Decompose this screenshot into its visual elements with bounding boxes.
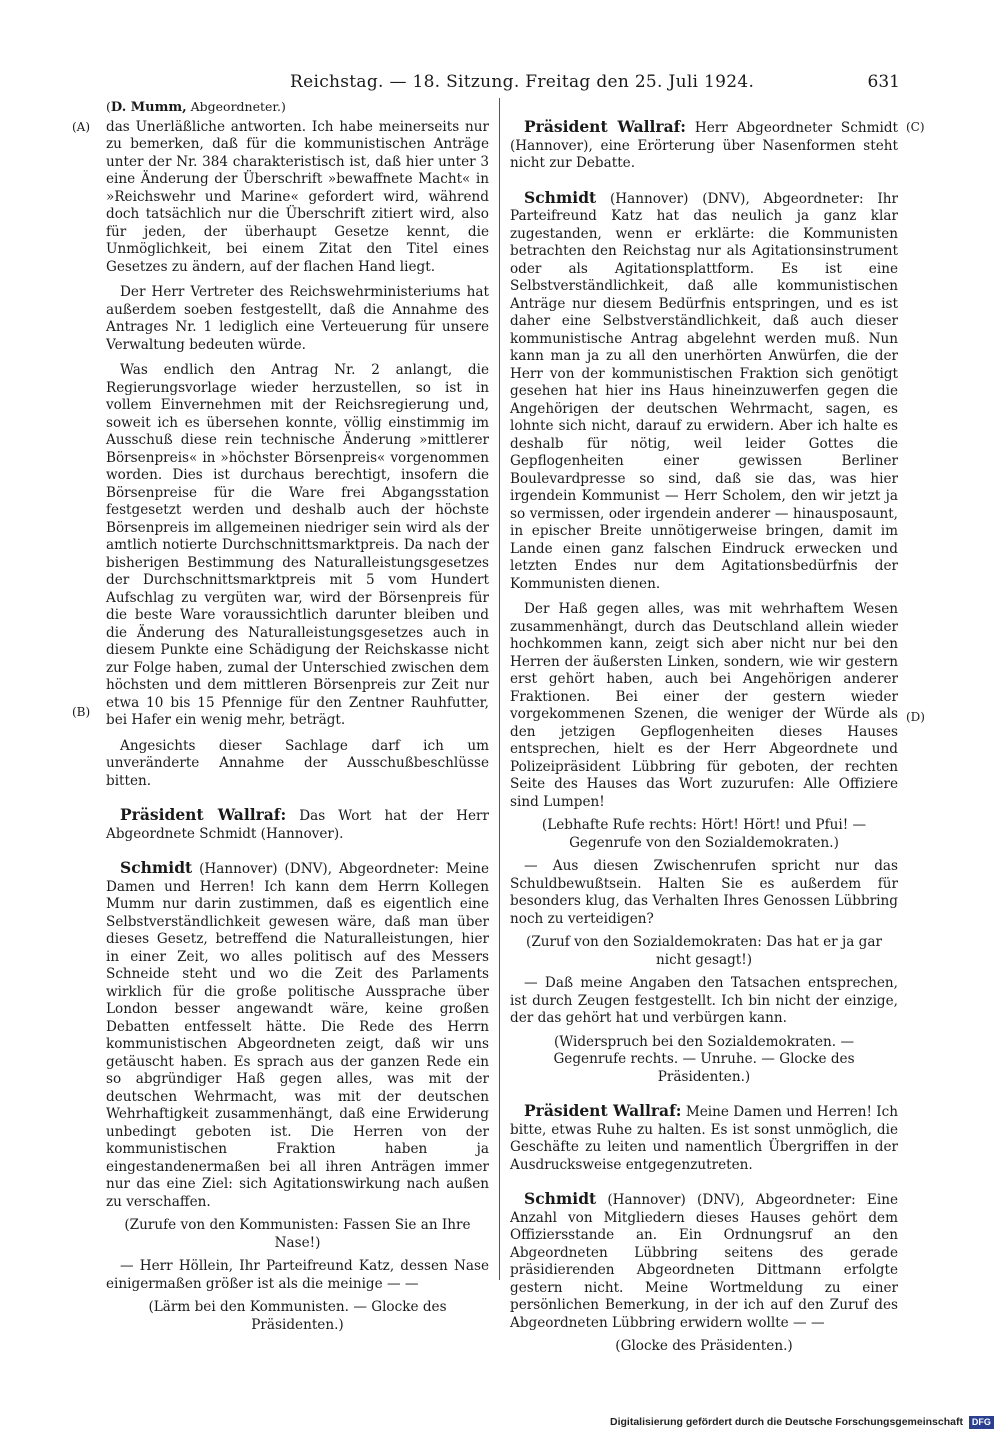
credit-text: Digitalisierung gefördert durch die Deutsche Forschungsgemeinschaft [610,1416,963,1428]
speech [510,1102,898,1174]
running-head-name: D. Mumm, [110,100,187,115]
speech-text: Das Wort hat der Herr Abgeordnete Schmidt (Hannover). [106,808,490,842]
margin-marker-a: (A) [72,120,91,134]
interjection: (Lebhafte Rufe rechts: Hört! Hört! und Pfui! — Gegenrufe von den Sozialdemokraten.) [541,817,867,851]
margin-marker-b: (B) [72,705,91,719]
interjection: (Glocke des Präsidenten.) [615,1338,793,1354]
speaker-name: Präsident Wallraf: [524,1101,682,1120]
speaker-name: Schmidt [120,858,193,877]
left-column [106,98,489,1340]
margin-marker-d: (D) [906,710,925,724]
speech-text: Herr Abgeordneter Schmidt (Hannover), eine Erörterung über Nasenformen steht nicht zur Debatte. [510,120,899,171]
running-title: Reichstag. — 18. Sitzung. Freitag den 25. Juli 1924. [290,72,755,92]
interjection: (Widerspruch bei den Sozialdemokraten. — Gegenrufe rechts. — Unruhe. — Glocke des Präsidenten.) [553,1033,855,1085]
page-header [100,72,900,96]
paragraph: Der Herr Vertreter des Reichswehrministeriums hat außerdem soeben festgestellt, daß die Annahme des Antrages Nr. 1 lediglich eine Verteuerung für unsere Verwaltung bedeuten würde. [106,284,489,353]
column-divider [499,98,500,1280]
paragraph: — Herr Höllein, Ihr Parteifreund Katz, dessen Nase einigermaßen größer ist als die meinige — — [106,1258,489,1292]
speech-text: (Hannover) (DNV), Abgeordneter: Ihr Parteifreund Katz hat das neulich ja ganz klar zugestanden, wenn er erklärte: die Kommunisten betrachten den Reichstag nur als Agitationsinstrument oder als Agitationsplattform. Es ist eine Selbstverständlichkeit, daß alle kommunistischen Anträge nur diesem Bedürfnis entspringen, und es ist daher eine Selbstverständlichkeit, daß auch dieser kommunistische Antrag abgelehnt werden muß. Nun kann man ja zu all den unerhörten Anwürfen, die der Herr von der kommunistischen Fraktion sich genötigt gesehen hat hier ins Haus hineinzuwerfen gegen die Angehörigen der deutschen Wehrmacht, sagen, es lohnte sich nicht, darauf zu erwidern. Aber ich halte es deshalb für nötig, weil leider Gottes die Gepflogenheiten einer gewissen Berliner Boulevardpresse so sind, daß sie das, was hier irgendein Kommunist — Herr Scholem, den wir jetzt ja so vermissen, oder irgendein anderer — hinausposaunt, in epischer Breite unnötigerweise bringen, damit im Lande einen ganz falschen Eindruck erwecken und letzten Endes nur dem Agitationsbedürfnis der Kommunisten dienen. [510,190,898,592]
interjection: (Zurufe von den Kommunisten: Fassen Sie an Ihre Nase!) [124,1217,471,1251]
speech-text: (Hannover) (DNV), Abgeordneter: Eine Anzahl von Mitgliedern dieses Hauses gehört dem Offiziersstande an. Ein Ordnungsruf an den Abgeordneten Lübbring seitens des gerade präsidierenden Abgeordneten Dittmann erfolgte gestern nicht. Meine Wortmeldung zu einer persönlichen Bemerkung, in der ich auf den Zuruf des Abgeordneten Lübbring erwidern wollte — — [510,1192,898,1331]
speech-text: Meine Damen und Herren! Ich bitte, etwas Ruhe zu halten. Es ist sonst unmöglich, die Geschäfte zu leiten und namentlich Übergriffen in der Ausdrucksweise entgegenzutreten. [510,1104,899,1173]
speech [106,806,489,843]
paragraph: das Unerläßliche antworten. Ich habe meinerseits nur zu bemerken, daß für die kommunistischen Anträge unter der Nr. 384 charakteristisch ist, daß hier unter 3 eine Änderung der Überschrift »bewaffnete Macht« in »Reichswehr und Marine« gefordert wird, während doch tatsächlich nur die Überschrift zitiert wird, also für jeden, der überhaupt Gesetze kennt, die Unmöglichkeit, bei einem Zitat den Titel eines Gesetzes zu ändern, auf der flachen Hand liegt. [106,118,489,275]
paragraph: — Aus diesen Zwischenrufen spricht nur das Schuldbewußtsein. Halten Sie es außerdem für besonders klug, das Verhalten Ihres Genossen Lübbring noch zu verteidigen? [510,858,898,927]
interjection: (Zuruf von den Sozialdemokraten: Das hat er ja gar nicht gesagt!) [526,934,882,968]
speech-text: (Hannover) (DNV), Abgeordneter: Meine Damen und Herren! Ich kann dem Herrn Kollegen Mumm nur darin zustimmen, daß es eigentlich eine Selbstverständlichkeit gewesen wäre, daß man über dieses Gesetz, betreffend die Naturalleistungen, hier in einer Zeit, wo alles politisch auf des Messers Schneide steht und wo die Zeit des Parlaments wirklich für die große politische Aussprache über London besser angewandt wäre, keine großen Debatten entfesselt hätte. Die Rede des Herrn kommunistischen Abgeordneten zeigt, daß wir uns getäuscht haben. Es sprach aus der ganzen Rede ein so abgründiger Haß gegen alles, was mit der deutschen Wehrmacht, was mit der deutschen Wehrhaftigkeit zusammenhängt, daß eine Erwiderung unbedingt geboten ist. Die Herren von der kommunistischen Fraktion haben ja eingestandenermaßen bei all ihren Anträgen immer nur das eine Ziel: sich Agitationswirkung nach außen zu verschaffen. [106,861,489,1210]
digitization-credit [610,1416,994,1429]
speaker-name: Präsident Wallraf: [120,805,287,824]
speaker-name: Schmidt [524,187,597,207]
speech [510,189,898,594]
column-running-head: (D. Mumm, Abgeordneter.) [106,99,286,115]
speech [510,1190,898,1332]
speech [106,859,489,1211]
speech [510,118,898,173]
right-column [510,118,898,1362]
speaker-name: Schmidt [524,1189,597,1208]
interjection: (Lärm bei den Kommunisten. — Glocke des Präsidenten.) [148,1299,447,1333]
speaker-name: Präsident Wallraf: [524,117,687,136]
paragraph: Angesichts dieser Sachlage darf ich um unveränderte Annahme der Ausschußbeschlüsse bitten. [106,737,489,789]
page-number: 631 [867,72,900,92]
running-head-role: Abgeordneter. [190,99,281,114]
paragraph: Was endlich den Antrag Nr. 2 anlangt, die Regierungsvorlage wieder herzustellen, so ist in vollem Einvernehmen mit der Reichsregierung und, soweit ich es übersehen konnte, völlig einstimmig im Ausschuß diese rein technische Änderung »mittlerer Börsenpreis« in »höchster Börsenpreis« vorgenommen worden. Dies ist durchaus berechtigt, insofern die Börsenpreise für die Ware frei Abgangsstation festgesetzt werden und deshalb auch der höchste Börsenpreis im allgemeinen niedriger sein wird als der amtlich notierte Durchschnittsmarktpreis. Da nach der bisherigen Bestimmung des Naturalleistungsgesetzes der Durchschnittsmarktpreis mit 5 vom Hundert Aufschlag zu vergüten war, wird der Börsenpreis für die beste Ware voraussichtlich darunter bleiben und die Änderung des Naturalleistungsgesetzes auch in diesem Punkte eine Schädigung der Reichskasse nicht zur Folge haben, zumal der Unterschied zwischen dem höchsten und dem mittleren Börsenpreis zur Zeit nur etwa 10 bis 15 Pfennige für den Zentner Rauhfutter, bei Hafer ein wenig mehr, beträgt. [106,362,489,728]
dfg-logo: DFG [969,1416,994,1429]
paragraph: — Daß meine Angaben den Tatsachen entsprechen, ist durch Zeugen festgestellt. Ich bin nicht der einzige, der das gehört hat und verbürgen kann. [510,975,898,1026]
margin-marker-c: (C) [906,120,925,134]
paragraph: Der Haß gegen alles, was mit wehrhaftem Wesen zusammenhängt, durch das Deutschland allein wieder hochkommen kann, zeigt sich aber nicht nur bei den Herren der äußersten Linken, sondern, wie wir gestern erst gehört haben, auch bei Angehörigen anderer Fraktionen. Bei einer der gestern wieder vorgekommenen Szenen, die weniger der Würde als den jetzigen Gepflogenheiten dieses Hauses entsprechen, hielt es der Herr Abgeordnete und Polizeipräsident Lübbring für geboten, der rechten Seite des Hauses das Wort zuzurufen: Alle Offiziere sind Lumpen! [510,601,898,810]
